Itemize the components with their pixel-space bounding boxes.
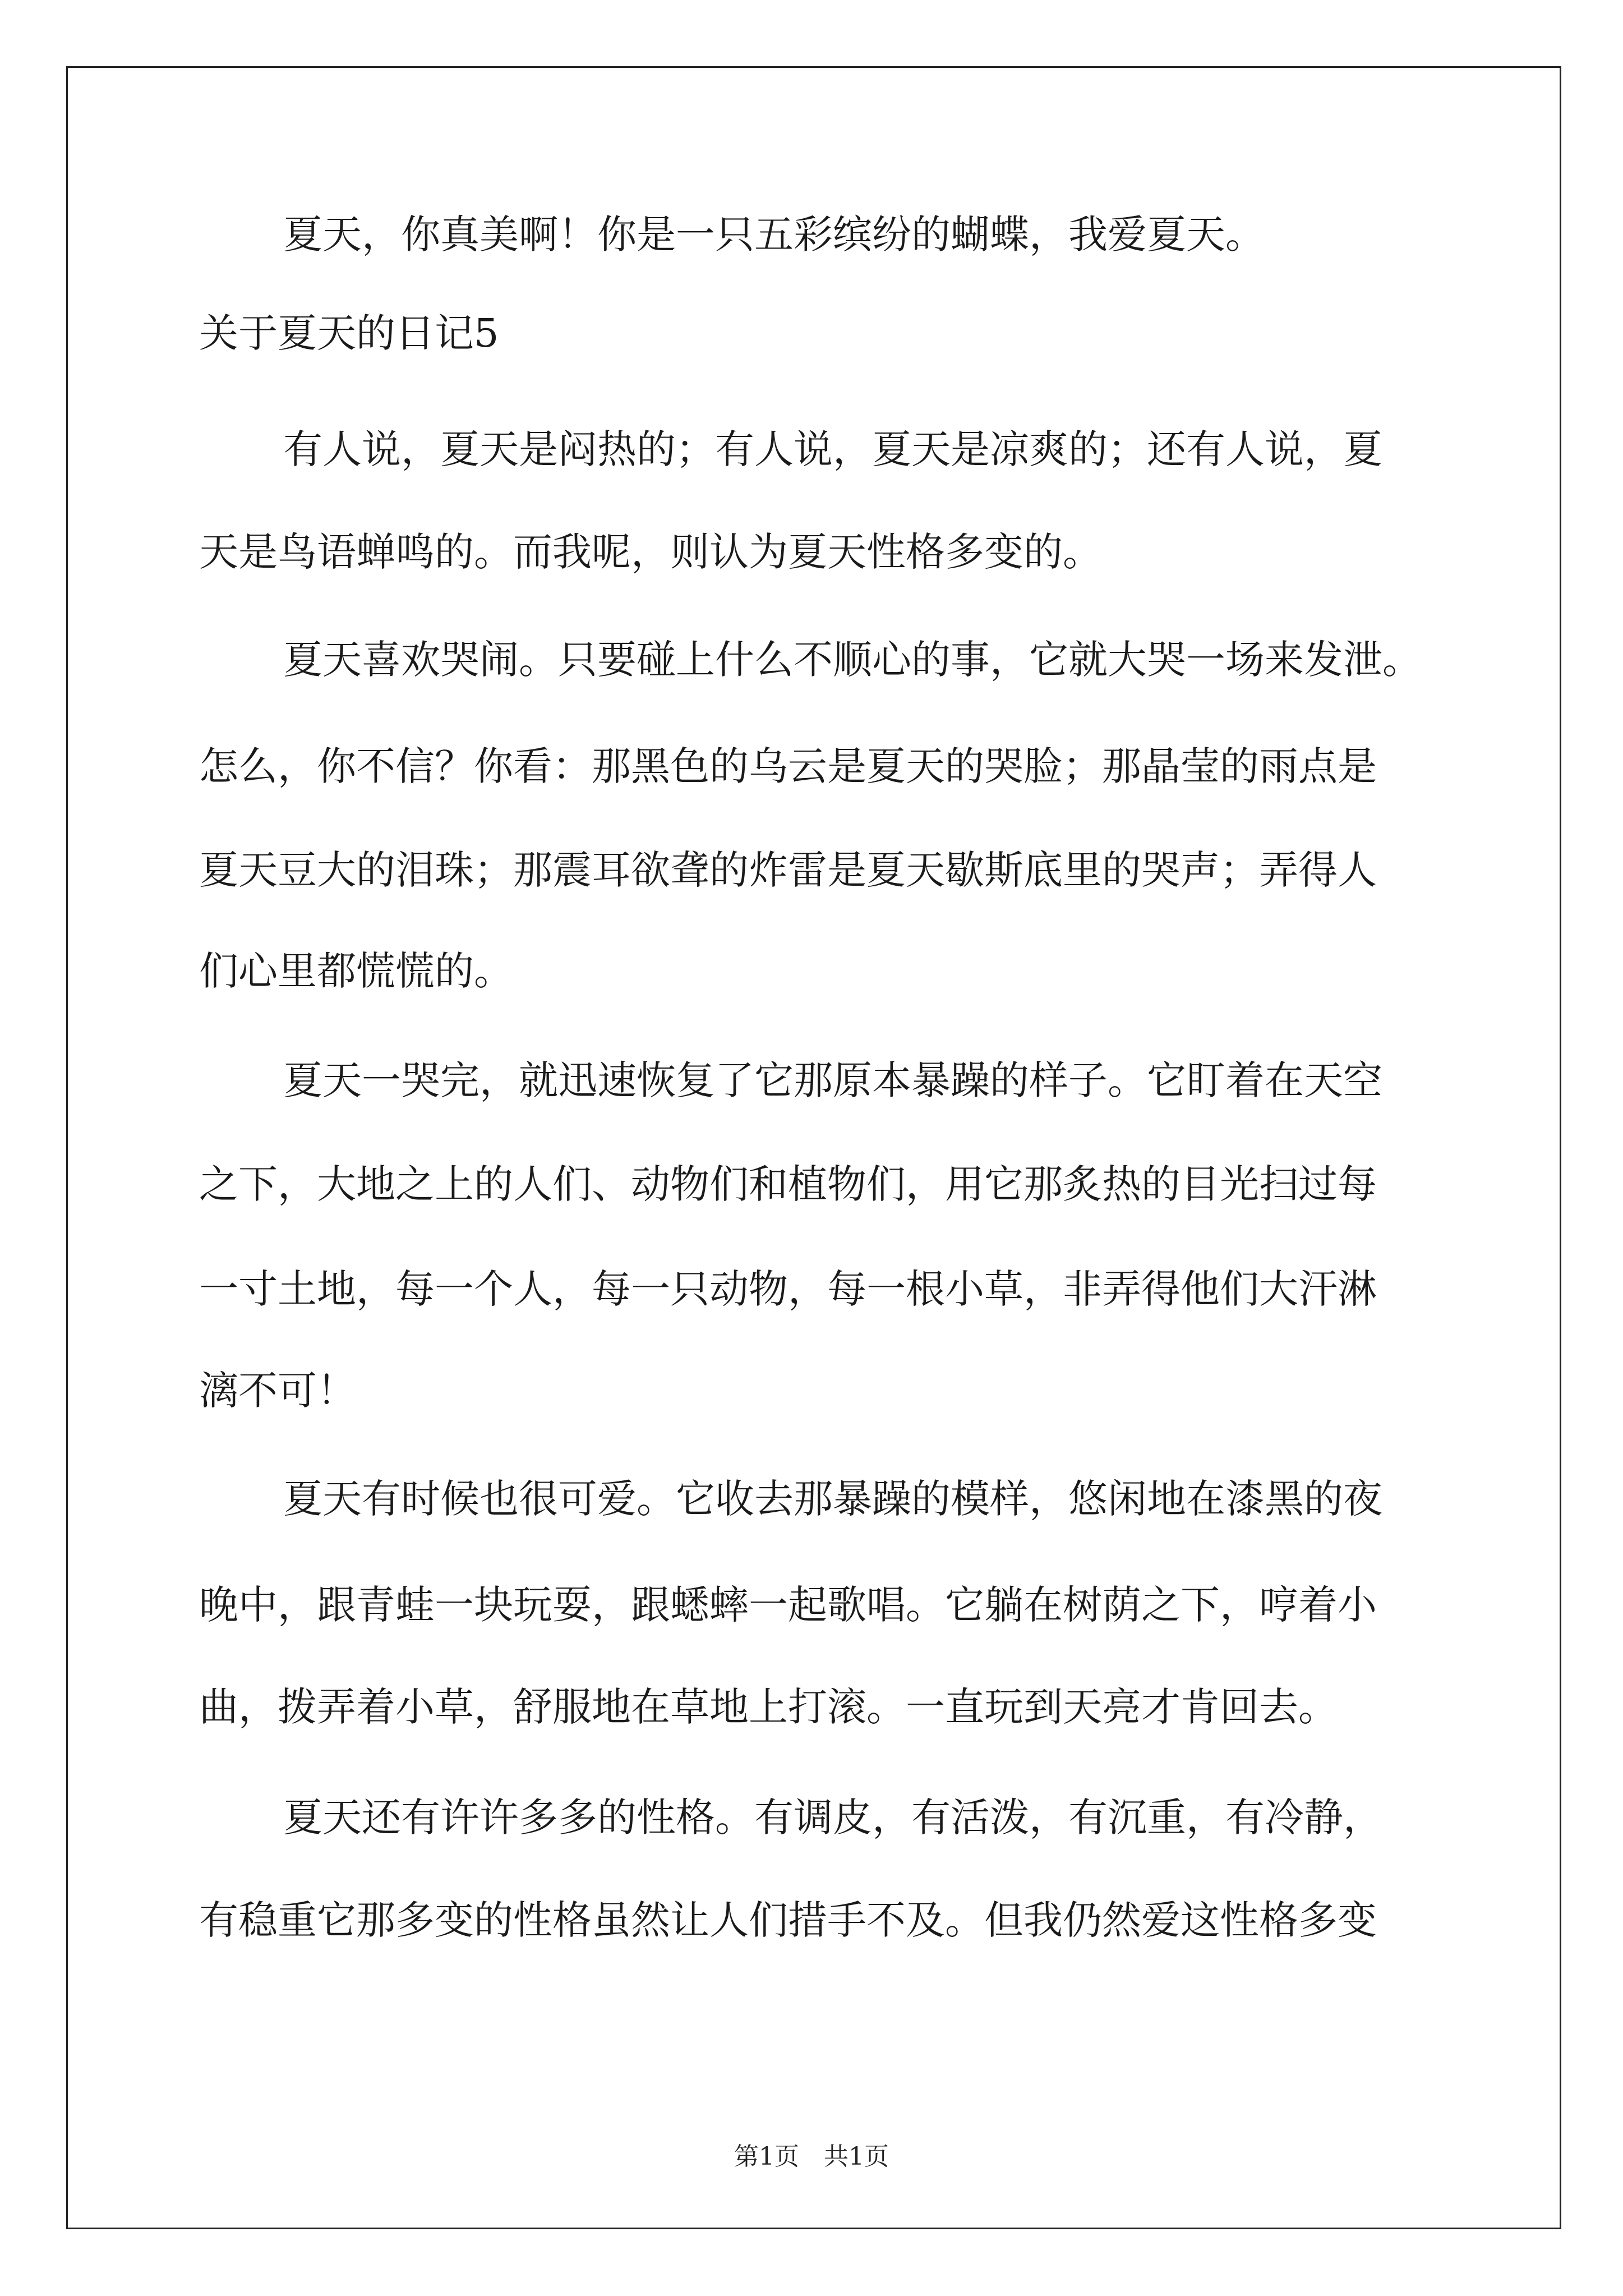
paragraph-line: 漓不可！ (199, 1368, 356, 1414)
paragraph-line: 们心里都慌慌的。 (199, 948, 513, 994)
paragraph-line: 夏天豆大的泪珠；那震耳欲聋的炸雷是夏天歇斯底里的哭声；弄得人 (199, 847, 1377, 893)
paragraph-line: 晚中，跟青蛙一块玩耍，跟蟋蟀一起歌唱。它躺在树荫之下，哼着小 (199, 1582, 1377, 1628)
paragraph-line: 夏天喜欢哭闹。只要碰上什么不顺心的事，它就大哭一场来发泄。 (283, 637, 1422, 683)
paragraph-line: 怎么，你不信？你看：那黑色的乌云是夏天的哭脸；那晶莹的雨点是 (199, 743, 1377, 789)
paragraph-line: 夏天有时候也很可爱。它收去那暴躁的模样，悠闲地在漆黑的夜 (283, 1476, 1382, 1522)
page-footer: 第1页 共1页 (734, 2142, 889, 2171)
paragraph-line: 夏天，你真美啊！你是一只五彩缤纷的蝴蝶，我爱夏天。 (283, 211, 1265, 257)
paragraph-line: 曲，拨弄着小草，舒服地在草地上打滚。一直玩到天亮才肯回去。 (199, 1684, 1338, 1730)
paragraph-line: 一寸土地，每一个人，每一只动物，每一根小草，非弄得他们大汗淋 (199, 1266, 1377, 1312)
section-heading: 关于夏天的日记5 (199, 310, 499, 356)
paragraph-line: 天是鸟语蝉鸣的。而我呢，则认为夏天性格多变的。 (199, 529, 1102, 575)
paragraph-line: 之下，大地之上的人们、动物们和植物们，用它那炙热的目光扫过每 (199, 1161, 1377, 1207)
paragraph-line: 有稳重它那多变的性格虽然让人们措手不及。但我仍然爱这性格多变 (199, 1897, 1377, 1943)
paragraph-line: 夏天还有许许多多的性格。有调皮，有活泼，有沉重，有冷静， (283, 1795, 1382, 1841)
paragraph-line: 有人说，夏天是闷热的；有人说，夏天是凉爽的；还有人说，夏 (283, 426, 1382, 472)
paragraph-line: 夏天一哭完，就迅速恢复了它那原本暴躁的样子。它盯着在天空 (283, 1057, 1382, 1103)
